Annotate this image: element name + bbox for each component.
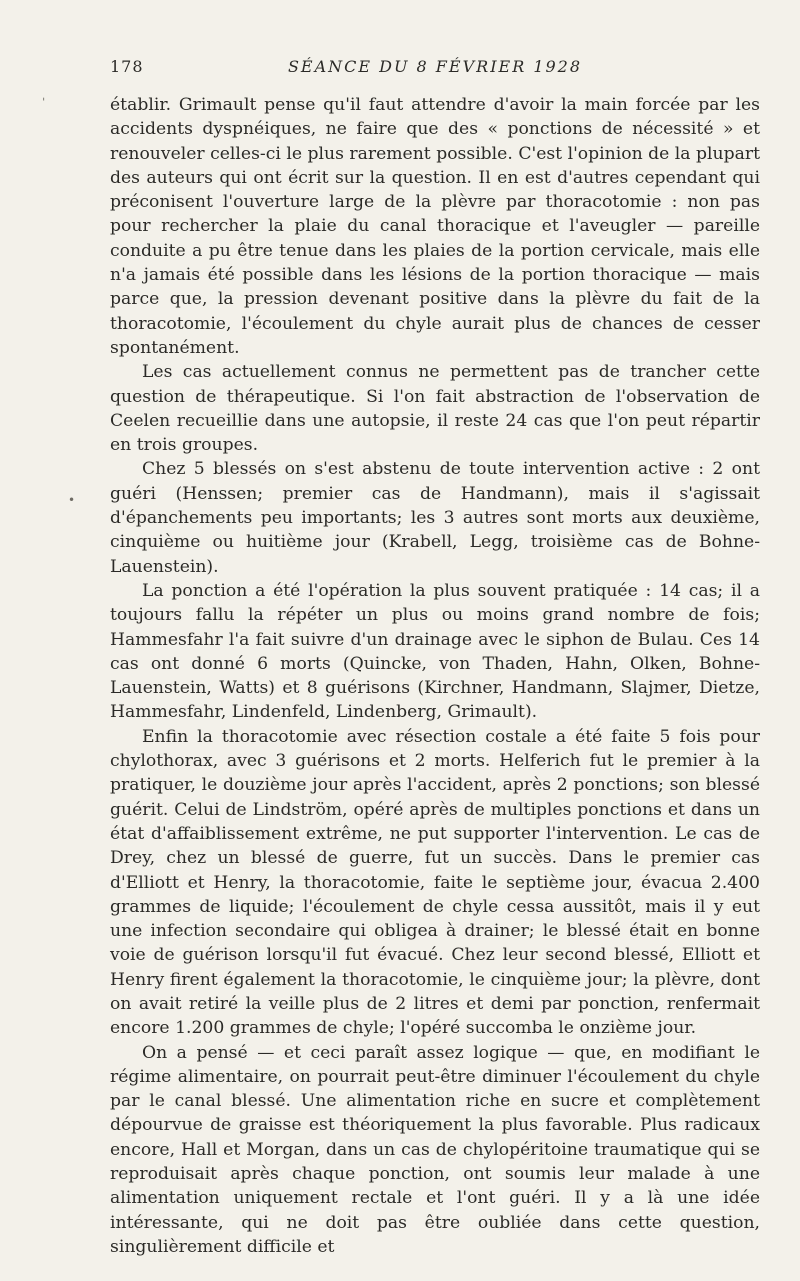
paragraph: Chez 5 blessés on s'est abstenu de toute intervention active : 2 ont guéri (Henssen; premier cas de Handmann), mais il s'agissait d'épanchements peu importants; les 3 autres sont morts aux deuxième, cinquième ou huitième jour (Krabell, Legg, troisième cas de Bohne-Lauenstein). — [110, 459, 760, 577]
paragraph: Les cas actuellement connus ne permettent pas de trancher cette question de thérapeutique. Si l'on fait abstraction de l'observation de Ceelen recueillie dans une autopsie, il reste 24 cas que l'on peut répartir en trois groupes. — [110, 362, 760, 456]
paragraph: Enfin la thoracotomie avec résection costale a été faite 5 fois pour chylothorax, avec 3 guérisons et 2 morts. Helferich fut le premier à la pratiquer, le douzième jour après l'accident, après 2 ponctions; son blessé guérit. Celui de Lindström, opéré après de multiples ponctions et dans un état d'affaiblissement extrême, ne put supporter l'intervention. Le cas de Drey, chez un blessé de guerre, fut un succès. Dans le premier cas d'Elliott et Henry, la thoracotomie, faite le septième jour, évacua 2.400 grammes de liquide; l'écoulement de chyle cessa aussitôt, mais il y eut une infection secondaire qui obligea à drainer; le blessé était en bonne voie de guérison lorsqu'il fut évacué. Chez leur second blessé, Elliott et Henry firent également la thoracotomie, le cinquième jour; la plèvre, dont on avait retiré la veille plus de 2 litres et demi par ponction, renfermait encore 1.200 grammes de chyle; l'opéré succomba le onzième jour. — [110, 726, 760, 1039]
page-number: 178 — [110, 57, 144, 76]
margin-mark: • — [68, 493, 76, 507]
paragraph: établir. Grimault pense qu'il faut attendre d'avoir la main forcée par les accidents dyspnéiques, ne faire que des « ponctions de nécessité » et renouveler celles-ci le plus rarement possible. C'est l'opinion de la plupart des auteurs qui ont écrit sur la question. Il en est d'autres cependant qui préconisent l'ouverture large de la plèvre par thoracotomie : non pas pour rechercher la plaie du canal thoracique et l'aveugler — pareille conduite a pu être tenue dans les plaies de la portion cervicale, mais elle n'a jamais été possible dans les lésions de la portion thoracique — mais parce que, la pression devenant positive dans la plèvre du fait de la thoracotomie, l'écoulement du chyle aurait plus de chances de cesser spontanément. — [110, 95, 760, 358]
page-header — [110, 57, 760, 81]
margin-mark: ˈ — [42, 96, 46, 110]
running-title: SÉANCE DU 8 FÉVRIER 1928 — [287, 57, 583, 76]
paragraph: On a pensé — et ceci paraît assez logique — que, en modifiant le régime alimentaire, on pourrait peut-être diminuer l'écoulement du chyle par le canal blessé. Une alimentation riche en sucre et complètement dépourvue de graisse est théoriquement la plus favorable. Plus radicaux encore, Hall et Morgan, dans un cas de chylopéritoine traumatique qui se reproduisait après chaque ponction, ont soumis leur malade à une alimentation uniquement rectale et l'ont guéri. Il y a là une idée intéressante, qui ne doit pas être oubliée dans cette question, singulièrement difficile et — [110, 1042, 760, 1257]
body-text — [110, 93, 760, 1259]
paragraph: La ponction a été l'opération la plus souvent pratiquée : 14 cas; il a toujours fallu la répéter un plus ou moins grand nombre de fois; Hammesfahr l'a fait suivre d'un drainage avec le siphon de Bulau. Ces 14 cas ont donné 6 morts (Quincke, von Thaden, Hahn, Olken, Bohne-Lauenstein, Watts) et 8 guérisons (Kirchner, Handmann, Slajmer, Dietze, Hammesfahr, Lindenfeld, Lindenberg, Grimault). — [110, 580, 760, 723]
